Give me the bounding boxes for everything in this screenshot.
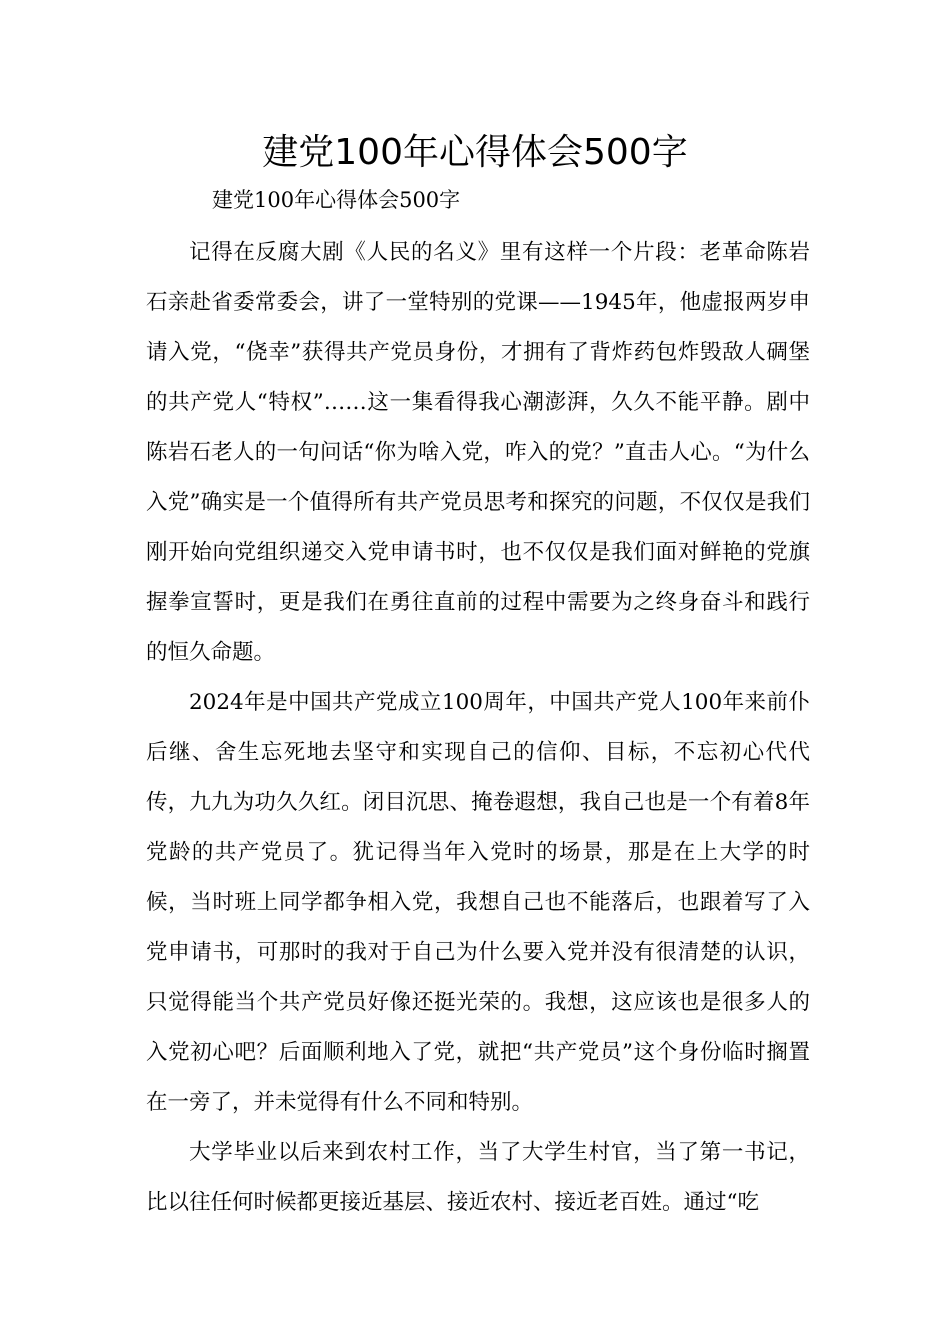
document-body: [146, 228, 810, 1228]
paragraph: 记得在反腐大剧《人民的名义》里有这样一个片段：老革命陈岩石亲赴省委常委会，讲了一堂特别的党课——1945年，他虚报两岁申请入党，“侥幸”获得共产党员身份，才拥有了背炸药包炸毁敌人碉堡的共产党人“特权”……这一集看得我心潮澎湃，久久不能平静。剧中陈岩石老人的一句问话“你为啥入党，咋入的党？”直击人心。“为什么入党”确实是一个值得所有共产党员思考和探究的问题，不仅仅是我们刚开始向党组织递交入党申请书时，也不仅仅是我们面对鲜艳的党旗握拳宣誓时，更是我们在勇往直前的过程中需要为之终身奋斗和践行的恒久命题。: [146, 240, 810, 665]
document-title: 建党100年心得体会500字: [262, 132, 688, 173]
paragraph: 2024年是中国共产党成立100周年，中国共产党人100年来前仆后继、舍生忘死地去坚守和实现自己的信仰、目标，不忘初心代代传，九九为功久久红。闭目沉思、掩卷遐想，我自己也是一个有着8年党龄的共产党员了。犹记得当年入党时的场景，那是在上大学的时候，当时班上同学都争相入党，我想自己也不能落后，也跟着写了入党申请书，可那时的我对于自己为什么要入党并没有很清楚的认识，只觉得能当个共产党员好像还挺光荣的。我想，这应该也是很多人的入党初心吧？后面顺利地入了党，就把“共产党员”这个身份临时搁置在一旁了，并未觉得有什么不同和特别。: [146, 690, 810, 1115]
paragraph: 大学毕业以后来到农村工作，当了大学生村官，当了第一书记，比以往任何时候都更接近基层、接近农村、接近老百姓。通过“吃: [146, 1140, 810, 1215]
document-subtitle: 建党100年心得体会500字: [212, 188, 461, 212]
